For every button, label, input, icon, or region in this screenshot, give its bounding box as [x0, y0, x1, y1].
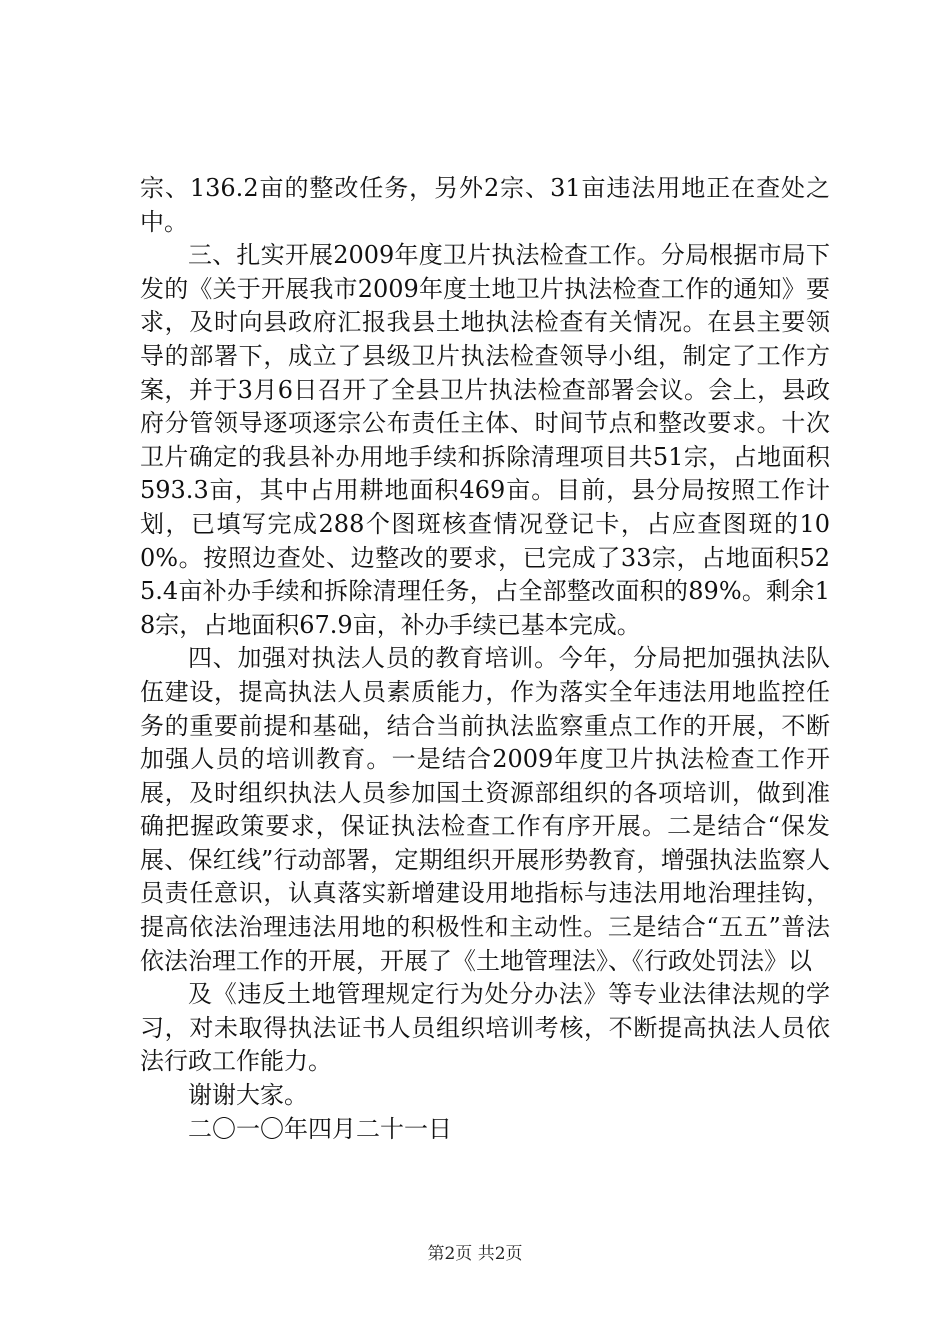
- paragraph-section-four: 四、加强对执法人员的教育培训。今年，分局把加强执法队伍建设，提高执法人员素质能力，作为落实全年违法用地监控任务的重要前提和基础，结合当前执法监察重点工作的开展，不断加强人员的培训教育。一是结合2009年度卫片执法检查工作开展，及时组织执法人员参加国土资源部组织的各项培训，做到准确把握政策要求，保证执法检查工作有序开展。二是结合“保发展、保红线”行动部署，定期组织开展形势教育，增强执法监察人员责任意识，认真落实新增建设用地指标与违法用地治理挂钩，提高依法治理违法用地的积极性和主动性。三是结合“五五”普法依法治理工作的开展，开展了《土地管理法》、《行政处罚法》以: [140, 644, 830, 975]
- closing-thanks: 谢谢大家。: [188, 1081, 308, 1110]
- page-number-footer: 第2页 共2页: [427, 1244, 523, 1264]
- document-date: 二〇一〇年四月二十一日: [188, 1114, 452, 1143]
- paragraph-continuation: 宗、136.2亩的整改任务，另外2宗、31亩违法用地正在查处之中。: [140, 174, 830, 236]
- document-body: [140, 172, 830, 1146]
- paragraph-section-three: 三、扎实开展2009年度卫片执法检查工作。分局根据市局下发的《关于开展我市2009年度土地卫片执法检查工作的通知》要求，及时向县政府汇报我县土地执法检查有关情况。在县主要领导的部署下，成立了县级卫片执法检查领导小组，制定了工作方案，并于3月6日召开了全县卫片执法检查部署会议。会上，县政府分管领导逐项逐宗公布责任主体、时间节点和整改要求。十次卫片确定的我县补办用地手续和拆除清理项目共51宗，占地面积593.3亩，其中占用耕地面积469亩。目前，县分局按照工作计划，已填写完成288个图斑核查情况登记卡，占应查图斑的100%。按照边查处、边整改的要求，已完成了33宗，占地面积525.4亩补办手续和拆除清理任务，占全部整改面积的89%。剩余18宗，占地面积67.9亩，补办手续已基本完成。: [140, 241, 830, 639]
- paragraph-section-four-continued: 及《违反土地管理规定行为处分办法》等专业法律法规的学习，对未取得执法证书人员组织培训考核，不断提高执法人员依法行政工作能力。: [140, 980, 830, 1076]
